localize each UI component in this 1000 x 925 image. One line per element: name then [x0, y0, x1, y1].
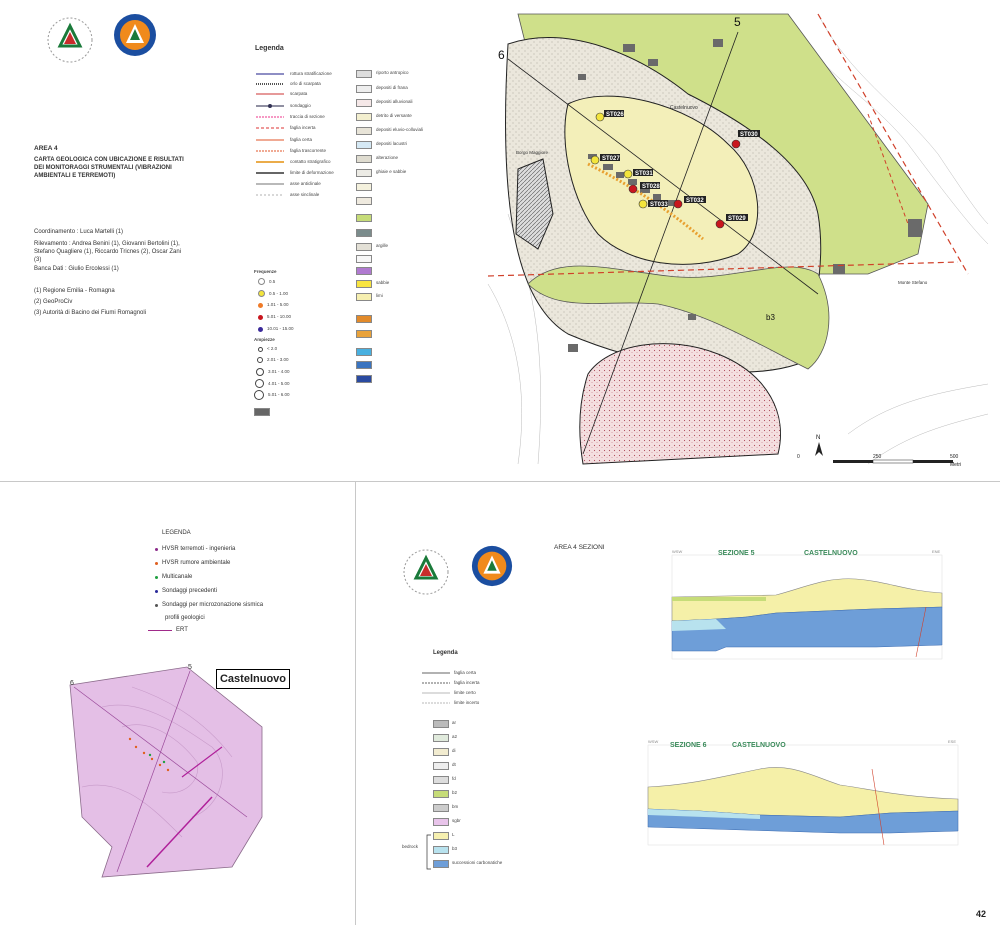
legend-line-label: faglia incerta: [454, 680, 480, 685]
amp-circle: [255, 379, 264, 388]
dpc-round-logo: [470, 544, 514, 588]
unit-label: depositi alluvionali: [376, 99, 413, 104]
unit-label: alterazione: [376, 155, 399, 160]
section-6-town: CASTELNUOVO: [732, 742, 786, 749]
dpc-round-logo: [112, 12, 158, 58]
unit-label: depositi lacustri: [376, 141, 408, 146]
line-legend-symbols: [254, 70, 294, 210]
unit-label: L: [452, 832, 455, 837]
unit-swatch: [356, 361, 372, 369]
unit-swatch: [356, 214, 372, 222]
unit-swatch: [433, 734, 449, 742]
legend-title: LEGENDA: [162, 530, 191, 536]
amp-item: [255, 379, 290, 388]
bottom-right-panel: [356, 482, 1000, 925]
unit-swatch: [356, 141, 372, 149]
sections-title: AREA 4 SEZIONI: [554, 544, 605, 551]
legend-item: [155, 560, 230, 567]
unit-swatch: [356, 330, 372, 338]
credit-line: Coordinamento : Luca Martelli (1): [34, 229, 124, 235]
station-marker: [716, 220, 724, 228]
unit-label: successioni carbonatiche: [452, 860, 503, 865]
amp-circle: [258, 347, 263, 352]
unit-swatch: [433, 846, 449, 854]
unit-label: a2: [452, 734, 458, 739]
map-title-line-2: DEI MONITORAGGI STRUMENTALI (VIBRAZIONI: [34, 165, 172, 171]
unit-label: di: [452, 748, 456, 753]
legend-item: [155, 574, 192, 581]
freq-dot: [258, 327, 263, 332]
freq-label: 10.01 - 15.00: [267, 326, 294, 331]
legend-title: Legenda: [255, 45, 284, 52]
unit-swatch: [356, 113, 372, 121]
unit-swatch: [433, 804, 449, 812]
scale-unit: Metri: [950, 462, 962, 468]
credit-line: Banca Dati : Giulio Ercolessi (1): [34, 266, 119, 272]
credit-line: (3): [34, 257, 42, 263]
legend-label: HVSR rumore ambientale: [162, 560, 231, 566]
legend-item: [155, 546, 235, 553]
station-marker: [629, 185, 637, 193]
amp-item: [257, 357, 289, 363]
unit-swatch: [433, 818, 449, 826]
section-5-title: SEZIONE 5: [718, 550, 755, 557]
freq-item: [258, 290, 288, 297]
axis-label: ESE: [948, 739, 957, 744]
freq-dot: [258, 315, 263, 320]
unit-label: ar: [452, 720, 457, 725]
affiliation: (2) GeoProCiv: [34, 299, 73, 305]
bedrock-bracket: [426, 834, 432, 870]
section-label-5: 5: [188, 664, 192, 671]
legend-label: HVSR terremoti - ingenieria: [162, 546, 236, 552]
unit-swatch: [356, 315, 372, 323]
unit-label: argille: [376, 243, 389, 248]
amp-label: 3.01 - 4.00: [268, 369, 290, 374]
legend-title: Legenda: [433, 650, 458, 656]
unit-swatch: [356, 229, 372, 237]
station-id: ST026: [606, 112, 624, 118]
station-marker: [674, 200, 682, 208]
unit-swatch: [356, 169, 372, 177]
freq-label: 1.01 - 5.00: [267, 302, 289, 307]
station-id: ST030: [740, 132, 758, 138]
unit-label: depositi eluvio-colluviali: [376, 127, 424, 132]
freq-item: [258, 302, 289, 308]
legend-item: [155, 588, 217, 595]
legend-line-label: asse anticlinale: [290, 181, 321, 186]
legend-item: [155, 602, 263, 609]
legend-label: Sondaggi precedenti: [162, 588, 218, 594]
unit-label: depositi di frana: [376, 85, 408, 90]
unit-swatch: [433, 860, 449, 868]
freq-item: [258, 326, 294, 332]
legend-line-label: faglia incerta: [290, 125, 316, 130]
unit-swatch: [356, 127, 372, 135]
town-label: Castelnuovo: [670, 105, 698, 111]
legend-label: ERT: [176, 627, 188, 633]
area-label: AREA 4: [34, 145, 58, 152]
scale-label: 0: [797, 454, 800, 460]
legend-line-label: faglia trascorrente: [290, 148, 327, 153]
unit-swatch: [356, 267, 372, 275]
freq-label: 5.01 - 10.00: [267, 314, 292, 319]
page-number: 42: [975, 909, 986, 919]
unit-swatch: [356, 155, 372, 163]
protezione-civile-logo: [40, 12, 100, 68]
amp-label: 2.01 - 3.00: [267, 357, 289, 362]
section-label-5: 5: [734, 15, 741, 29]
protezione-civile-logo: [396, 544, 456, 600]
section-5-town: CASTELNUOVO: [804, 550, 858, 557]
unit-swatch: [433, 790, 449, 798]
legend-label: profili geologici: [165, 615, 205, 621]
axis-label: WSW: [648, 739, 659, 744]
station-marker: [624, 170, 632, 178]
freq-dot: [258, 303, 263, 308]
legend-label: Multicanale: [162, 574, 193, 580]
unit-swatch: [433, 748, 449, 756]
station-id: ST027: [602, 156, 620, 162]
map-title-line-3: AMBIENTALI E TERREMOTI): [34, 173, 116, 179]
geological-map: [488, 14, 988, 468]
amp-item: [258, 346, 277, 352]
unit-b3-label: b3: [766, 313, 775, 322]
station-id: ST028: [642, 184, 660, 190]
station-marker: [732, 140, 740, 148]
station-marker: [591, 156, 599, 164]
unit-swatch: [356, 280, 372, 288]
purple-area-map: [62, 667, 298, 882]
unit-label: ghiaie e sabbie: [376, 169, 407, 174]
map-title-line-1: CARTA GEOLOGICA CON UBICAZIONE E RISULTATI: [34, 157, 184, 163]
legend-line-label: limite di deformazione: [290, 170, 334, 175]
unit-swatch: [433, 776, 449, 784]
unit-swatch: [356, 99, 372, 107]
station-marker: [639, 200, 647, 208]
legend-line-label: traccia di sezione: [290, 114, 325, 119]
unit-label: b2: [452, 790, 458, 795]
amp-circle: [256, 368, 264, 376]
affiliation: (3) Autorità di Bacino dei Fiumi Romagnoli: [34, 310, 147, 316]
freq-dot: [258, 278, 265, 285]
unit-swatch: [356, 70, 372, 78]
amp-circle: [254, 390, 264, 400]
legend-marker: [155, 604, 158, 607]
unit-swatch: [433, 720, 449, 728]
legend-line-label: scarpata: [290, 91, 308, 96]
unit-label: riporto antropico: [376, 70, 409, 75]
axis-label: WSW: [672, 549, 683, 554]
bottom-left-panel: [0, 482, 355, 925]
station-id: ST032: [686, 198, 704, 204]
freq-item: [258, 278, 275, 285]
amp-title: Ampiezze: [254, 337, 275, 342]
credit-line: Rilevamento : Andrea Benini (1), Giovanni Bertolini (1),: [34, 241, 180, 247]
scale-label: 250: [873, 454, 882, 460]
amp-item: [256, 368, 290, 376]
unit-label: bm: [452, 804, 459, 809]
legend-line-label: sondaggio: [290, 103, 311, 108]
legend-line-label: asse sinclinale: [290, 192, 320, 197]
unit-swatch: [356, 243, 372, 251]
freq-label: 0.5: [269, 278, 276, 284]
legend-marker: [155, 562, 158, 565]
unit-label: b3: [452, 846, 458, 851]
top-left-panel: [0, 0, 488, 480]
legend-marker: [155, 548, 158, 551]
amp-circle: [257, 357, 263, 363]
town-label-box: Castelnuovo: [216, 669, 290, 689]
station-id: ST029: [728, 216, 746, 222]
scale-bar: [833, 460, 953, 463]
credit-line: Stefano Quagliere (1), Riccardo Tricnes (2), Oscar Zani: [34, 249, 182, 255]
unit-label: dt: [452, 762, 456, 767]
axis-label: ENE: [932, 549, 941, 554]
unit-label: sgbr: [452, 818, 461, 823]
bedrock-label: bedrock: [402, 844, 419, 849]
cross-section-6: [640, 737, 970, 852]
legend-item: [148, 627, 188, 634]
place-label: Borgo Maggiore: [516, 150, 549, 155]
unit-label: sabbie: [376, 280, 390, 285]
legend-line-label: limite incerto: [454, 700, 480, 705]
unit-swatch: [356, 348, 372, 356]
unit-swatch: [356, 255, 372, 263]
section-label-6: 6: [70, 680, 74, 687]
building-swatch: [254, 408, 270, 416]
freq-title: Frequenze: [254, 269, 277, 274]
station-marker: [596, 113, 604, 121]
amp-label: 4.01 - 5.00: [268, 380, 290, 386]
freq-item: [258, 314, 291, 320]
place-label: Monte Stefano: [898, 280, 928, 285]
ert-line: [148, 630, 172, 632]
section-6-title: SEZIONE 6: [670, 742, 707, 749]
legend-line-label: faglia certa: [290, 137, 313, 142]
legend-line-label: orlo di scarpata: [290, 81, 321, 86]
station-id: ST031: [635, 171, 653, 177]
scale-label: 500: [950, 454, 959, 460]
legend-line-label: limite certo: [454, 690, 476, 695]
legend-line-label: contatto stratigrafico: [290, 159, 331, 164]
amp-label: < 2.0: [267, 346, 278, 351]
unit-swatch: [433, 762, 449, 770]
station-id: ST033: [650, 202, 668, 208]
unit-swatch: [433, 832, 449, 840]
legend-marker: [155, 590, 158, 593]
legend-marker: [155, 576, 158, 579]
unit-label: detrito di versante: [376, 113, 412, 118]
unit-swatch: [356, 293, 372, 301]
north-label: N: [816, 435, 821, 441]
amp-item: [254, 390, 290, 400]
cross-section-5: [656, 547, 956, 667]
unit-label: fd: [452, 776, 456, 781]
unit-label: limi: [376, 293, 383, 298]
amp-label: 5.01 - 6.00: [268, 392, 290, 397]
unit-swatch: [356, 375, 372, 383]
freq-dot: [258, 290, 265, 297]
unit-swatch: [356, 85, 372, 93]
section-label-6: 6: [498, 48, 505, 62]
legend-label: Sondaggi per microzonazione sismica: [162, 602, 264, 608]
legend-line-label: faglia certa: [454, 670, 477, 675]
section-legend-lines: [422, 670, 452, 710]
unit-swatch: [356, 183, 372, 191]
affiliation: (1) Regione Emilia - Romagna: [34, 288, 115, 294]
legend-line-label: rottura stratificazione: [290, 71, 332, 76]
unit-swatch: [356, 197, 372, 205]
freq-label: 0.5 - 1.00: [269, 290, 289, 296]
